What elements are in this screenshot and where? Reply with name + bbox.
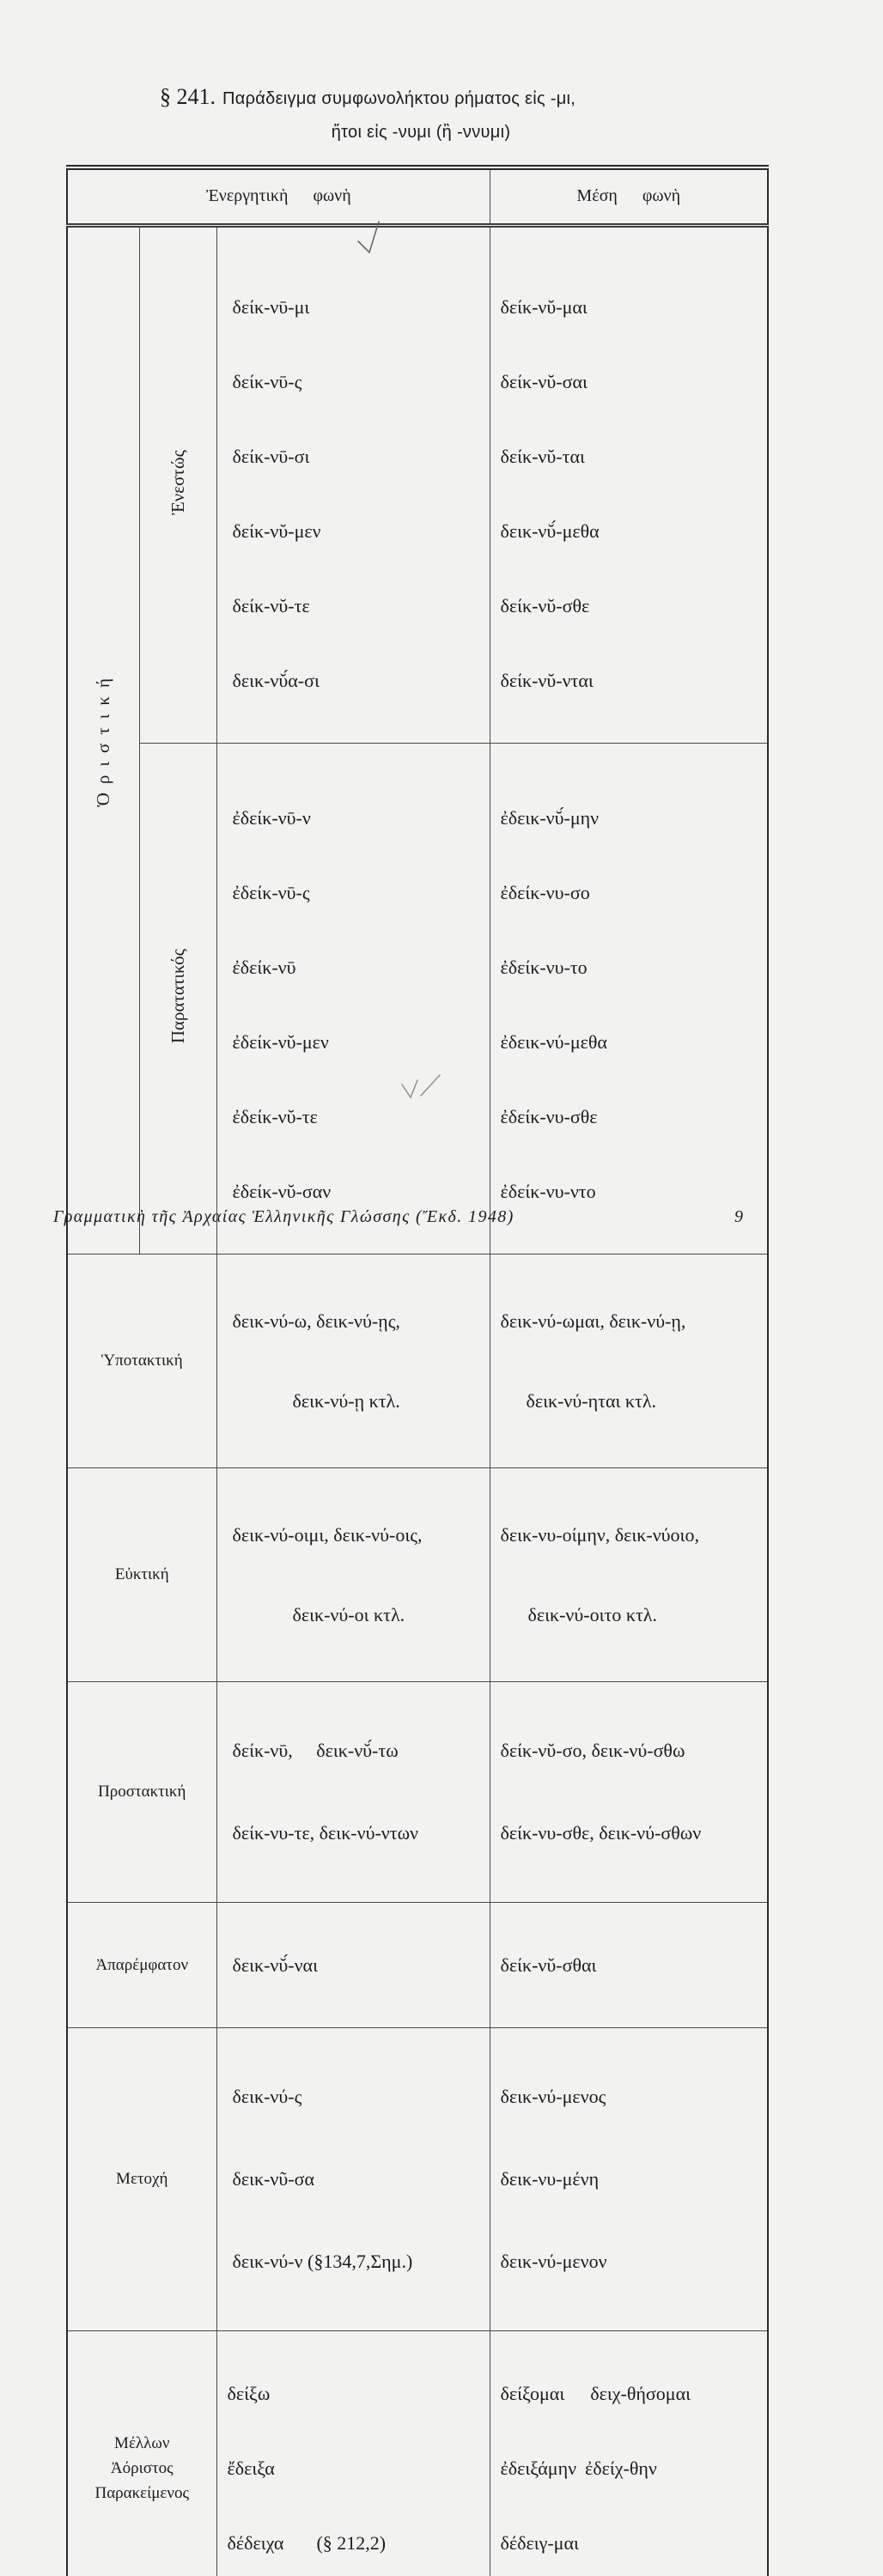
participle-active-form: δεικ-νῦ-σα xyxy=(232,2167,314,2190)
imperfect-active-form: ἐδείκ-νῠ-σαν xyxy=(232,1180,332,1202)
optative-middle-form: δεικ-νύ-οιτο κτλ. xyxy=(527,1603,657,1625)
present-middle-form: δείκ-νῠ-ται xyxy=(500,445,585,467)
section-reference: (§ 212,2) xyxy=(316,2531,387,2554)
section-number: § 241. xyxy=(160,84,216,109)
imperative-active-form: δείκ-νυ-τε, δεικ-νύ-ντων xyxy=(232,1821,418,1844)
imperfect-middle-form: ἐδείκ-νυ-σθε xyxy=(500,1105,598,1127)
participle-middle-form: δεικ-νύ-μενος xyxy=(500,2085,606,2107)
present-active-form: δεικ-νῠ́α-σι xyxy=(232,669,320,691)
heading-line-1: Παράδειγμα συμφωνολήκτου ρήματος εἰς -μι, xyxy=(222,89,576,108)
conjugation-table xyxy=(66,165,769,2576)
imperative-middle-form: δείκ-νῠ-σο, δεικ-νύ-σθω xyxy=(500,1739,685,1761)
future-passive-form: δειχ-θήσομαι xyxy=(590,2382,691,2404)
participle-middle-form: δεικ-νύ-μενον xyxy=(500,2250,607,2272)
infinitive-row xyxy=(67,1902,768,2027)
imperfect-active-form: ἐδείκ-νῡ-ν xyxy=(232,806,311,829)
optative-active-form: δεικ-νύ-οιμι, δεικ-νύ-οις, xyxy=(232,1523,423,1546)
present-row xyxy=(67,225,768,743)
subjunctive-active-form: δεικ-νύ-ω, δεικ-νύ-ῃς, xyxy=(232,1309,400,1332)
middle-voice-label: Μέση φωνὴ xyxy=(576,186,681,206)
optative-active-form: δεικ-νύ-οι κτλ. xyxy=(292,1603,405,1625)
middle-voice-header xyxy=(490,167,768,225)
present-active-form: δείκ-νῡ-ς xyxy=(232,370,302,392)
indicative-label-cell xyxy=(67,225,139,1254)
imperative-row xyxy=(67,1681,768,1902)
present-middle-form: δείκ-νῠ-σθε xyxy=(500,594,590,617)
subjunctive-label: Ὑποτακτική xyxy=(67,1254,216,1467)
present-active-form: δείκ-νῡ-μι xyxy=(232,295,310,318)
participle-middle-forms xyxy=(490,2027,768,2330)
imperfect-label-cell xyxy=(139,743,216,1254)
subjunctive-active-forms xyxy=(216,1254,490,1467)
subjunctive-active-form: δεικ-νύ-ῃ κτλ. xyxy=(292,1389,400,1412)
imperative-active-forms xyxy=(216,1681,490,1902)
present-middle-form: δείκ-νῠ-σαι xyxy=(500,370,588,392)
perfect-middle-form: δέδειγ-μαι xyxy=(500,2531,579,2554)
participle-middle-form: δεικ-νυ-μένη xyxy=(500,2167,600,2190)
infinitive-active-forms xyxy=(216,1902,490,2027)
imperfect-middle-form: ἐδείκ-νυ-σο xyxy=(500,881,590,903)
imperfect-middle-form: ἐδεικ-νῠ́-μην xyxy=(500,806,600,829)
infinitive-label: Ἀπαρέμφατον xyxy=(67,1902,216,2027)
present-active-forms xyxy=(216,225,490,743)
imperfect-active-form: ἐδείκ-νῡ xyxy=(232,956,296,978)
optative-row xyxy=(67,1467,768,1681)
imperfect-active-form: ἐδείκ-νῡ-ς xyxy=(232,881,310,903)
aorist-label: Ἀόριστος xyxy=(110,2458,174,2477)
optative-active-forms xyxy=(216,1467,490,1681)
present-active-form: δείκ-νῠ-μεν xyxy=(232,519,321,542)
aorist-active-form: ἔδειξα xyxy=(227,2457,275,2479)
present-label-cell xyxy=(139,225,216,743)
imperfect-label: Παρατατικός xyxy=(167,948,188,1044)
perfect-label: Παρακείμενος xyxy=(94,2483,190,2502)
section-heading xyxy=(160,84,575,110)
participle-active-form: δεικ-νύ-ς xyxy=(232,2085,302,2107)
indicative-label: Ὁριστική xyxy=(92,669,113,807)
imperfect-active-form: ἐδείκ-νῠ-τε xyxy=(232,1105,318,1127)
imperative-middle-forms xyxy=(490,1681,768,1902)
participle-active-form: δεικ-νύ-ν (§134,7,Σημ.) xyxy=(232,2250,413,2272)
imperfect-row xyxy=(67,743,768,1254)
imperfect-active-forms xyxy=(216,743,490,1254)
future-middle-form: δείξομαι xyxy=(500,2382,565,2404)
tenses-middle-forms xyxy=(490,2330,768,2576)
subjunctive-middle-form: δεικ-νύ-ηται κτλ. xyxy=(526,1389,656,1412)
imperative-middle-form: δείκ-νυ-σθε, δεικ-νύ-σθων xyxy=(500,1821,702,1844)
imperative-label: Προστακτική xyxy=(67,1681,216,1902)
optative-label: Εὐκτική xyxy=(67,1467,216,1681)
infinitive-active-form: δεικ-νῠ́-ναι xyxy=(232,1953,318,1976)
present-middle-form: δεικ-νῠ́-μεθα xyxy=(500,519,600,542)
subjunctive-middle-form: δεικ-νύ-ωμαι, δεικ-νύ-ῃ, xyxy=(500,1309,686,1332)
optative-middle-forms xyxy=(490,1467,768,1681)
imperfect-active-form: ἐδείκ-νῠ-μεν xyxy=(232,1030,329,1053)
imperfect-middle-forms xyxy=(490,743,768,1254)
footer-book-title: Γραμματικὴ τῆς Ἀρχαίας Ἑλληνικῆς Γλώσσης (Ἔκδ. 1948) xyxy=(53,1207,515,1226)
perfect-active-form: δέδειχα xyxy=(227,2531,284,2554)
aorist-middle-form: ἐδειξάμην xyxy=(500,2457,577,2479)
participle-active-forms xyxy=(216,2027,490,2330)
active-voice-header xyxy=(67,167,490,225)
future-active-form: δείξω xyxy=(227,2382,271,2404)
header-row xyxy=(67,167,768,225)
future-label: Μέλλων xyxy=(114,2433,170,2452)
infinitive-middle-forms xyxy=(490,1902,768,2027)
imperfect-middle-form: ἐδείκ-νυ-ντο xyxy=(500,1180,596,1202)
imperfect-middle-form: ἐδεικ-νύ-μεθα xyxy=(500,1030,607,1053)
tenses-active-forms xyxy=(216,2330,490,2576)
optative-middle-form: δεικ-νυ-οίμην, δεικ-νύοιο, xyxy=(500,1523,699,1546)
imperative-active-form: δείκ-νῡ, δεικ-νῠ́-τω xyxy=(232,1739,399,1761)
present-middle-form: δείκ-νῠ-μαι xyxy=(500,295,588,318)
participle-row xyxy=(67,2027,768,2330)
heading-line-2: ἤτοι εἰς -νυμι (ἢ -ννυμι) xyxy=(331,123,511,142)
aorist-passive-form: ἐδείχ-θην xyxy=(585,2457,657,2479)
present-middle-form: δείκ-νῠ-νται xyxy=(500,669,594,691)
present-middle-forms xyxy=(490,225,768,743)
participle-label: Μετοχή xyxy=(67,2027,216,2330)
subjunctive-row xyxy=(67,1254,768,1467)
subjunctive-middle-forms xyxy=(490,1254,768,1467)
imperfect-middle-form: ἐδείκ-νυ-το xyxy=(500,956,588,978)
tenses-row xyxy=(67,2330,768,2576)
tenses-label-cell xyxy=(67,2330,216,2576)
present-active-form: δείκ-νῡ-σι xyxy=(232,445,310,467)
page-number: 9 xyxy=(734,1207,743,1226)
present-active-form: δείκ-νῠ-τε xyxy=(232,594,310,617)
active-voice-label: Ἐνεργητικὴ φωνὴ xyxy=(205,186,351,206)
infinitive-middle-form: δείκ-νῠ-σθαι xyxy=(500,1953,597,1976)
present-label: Ἐνεστώς xyxy=(167,450,188,515)
